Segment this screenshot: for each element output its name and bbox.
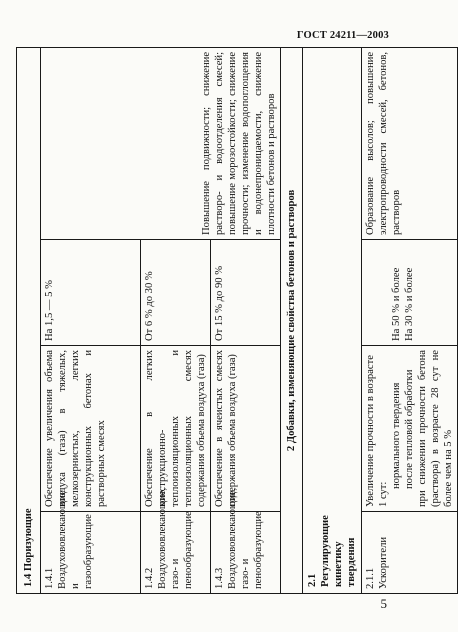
dose-heat: На 30 % и более bbox=[404, 267, 415, 341]
cell-dose-1-4-3: От 15 % до 90 % bbox=[211, 240, 281, 346]
purpose-tail: при снижении прочности бетона (раствора) в возрасте 28 сут не более чем на 5 % bbox=[417, 350, 454, 507]
dose-normal: На 50 % и более bbox=[391, 267, 402, 341]
section-row-2-1 bbox=[303, 47, 362, 593]
cell-code-2-1-1: 2.1.1 Ускорители bbox=[362, 512, 458, 594]
purpose-intro: Увеличение прочности в возрасте 1 сут: bbox=[365, 355, 389, 507]
section-row-1-4 bbox=[17, 47, 41, 593]
rotated-table-container bbox=[16, 48, 454, 594]
cell-effect-1-4: Повышение подвижности; снижение растворо- и водоотделения смесей; повышение морозостойкости; снижение прочности; изменение водопоглощения и водонепроницаемости, снижение плотности бетонов и растворов bbox=[41, 47, 281, 239]
cell-code-1-4-3: 1.4.3 Воздухововлекающие, газо- и пенообразующие bbox=[211, 512, 281, 594]
cell-dose-1-4-1: На 1,5 — 5 % bbox=[41, 240, 141, 346]
cell-dose-2-1-1 bbox=[362, 240, 458, 346]
cell-code-1-4-2: 1.4.2 Воздухововлекающие, газо- и пенообразующие bbox=[141, 512, 211, 594]
table-row-2-1-1 bbox=[362, 47, 458, 593]
dose-spacer bbox=[364, 244, 390, 341]
cell-purpose-1-4-1: Обеспечение увеличения объема воздуха (газа) в тяжелых, мелкозернистых, легких конструкционных бетонах и растворных смесях bbox=[41, 346, 141, 512]
page-number: 5 bbox=[380, 596, 387, 611]
additives-table bbox=[16, 47, 458, 594]
cell-effect-2-1-1: Образование высолов; повышение электропроводности смесей, бетонов, растворов bbox=[362, 47, 458, 239]
document-header: ГОСТ 24211—2003 bbox=[296, 30, 389, 41]
section-row-2 bbox=[281, 47, 303, 593]
table-row-1-4-1 bbox=[41, 47, 141, 593]
purpose-normal: нормального твердения bbox=[391, 382, 402, 489]
cell-code-1-4-1: 1.4.1 Воздухововлекающие и газообразующие bbox=[41, 512, 141, 594]
section-heading-2: 2 Добавки, изменяющие свойства бетонов и растворов bbox=[281, 47, 303, 593]
purpose-heat: после тепловой обработки bbox=[404, 369, 415, 489]
cell-dose-1-4-2: От 6 % до 30 % bbox=[141, 240, 211, 346]
section-heading-2-1: 2.1 Регулирующие кинетику твердения bbox=[303, 47, 362, 593]
cell-purpose-1-4-3: Обеспечение в ячеистых смесях содержания объема воздуха (газа) bbox=[211, 346, 281, 512]
cell-purpose-2-1-1 bbox=[362, 346, 458, 512]
cell-purpose-1-4-2: Обеспечение в легких конструкционно-теплоизоляционных и теплоизоляционных смесях содержания объема воздуха (газа) bbox=[141, 346, 211, 512]
section-heading-1-4: 1.4 Поризующие bbox=[17, 47, 41, 593]
